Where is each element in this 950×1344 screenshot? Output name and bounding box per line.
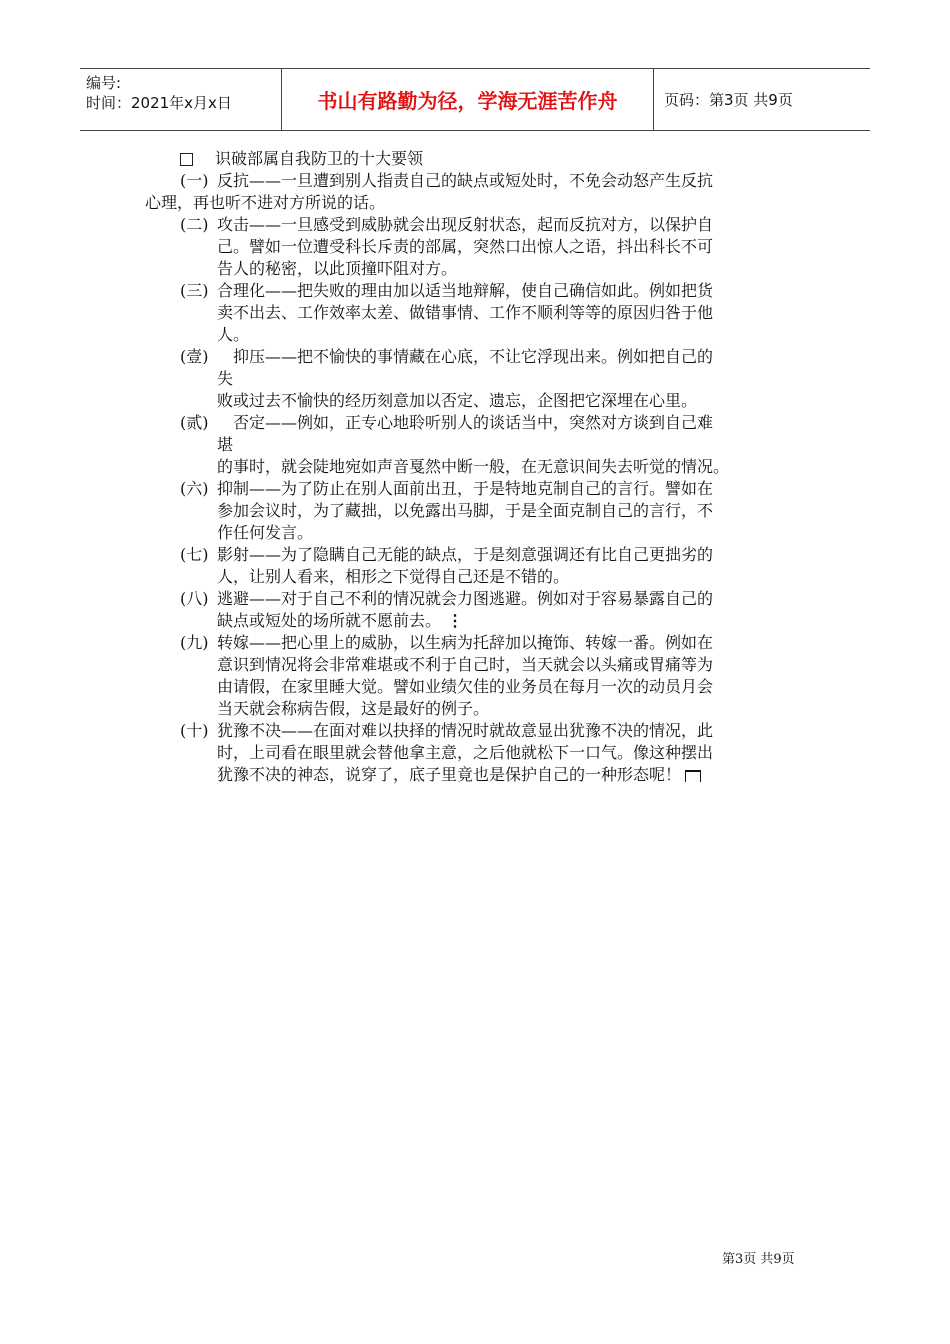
document-body: [145, 148, 815, 786]
code-label: 编号:: [86, 74, 122, 92]
item-line: 否定——例如，正专心地聆听别人的谈话当中，突然对方谈到自己难: [217, 413, 714, 432]
item-line: 参加会议时，为了藏拙，以免露出马脚，于是全面克制自己的言行，不: [217, 501, 714, 520]
list-item: [145, 214, 815, 280]
list-item: [145, 412, 815, 456]
item-line: 失: [217, 369, 234, 388]
item-text: [217, 412, 815, 456]
item-number: (三): [180, 281, 209, 300]
header-meta: [80, 69, 282, 130]
item-line: 堪: [217, 435, 234, 454]
item-line: 转嫁——把心里上的威胁，以生病为托辞加以掩饰、转嫁一番。例如在: [217, 633, 714, 652]
item-line: 人。: [217, 325, 250, 344]
item-text-wrap: 败或过去不愉快的经历刻意加以否定、遗忘，企图把它深埋在心里。: [217, 391, 698, 410]
header-motto: 书山有路勤为径，学海无涯苦作舟: [282, 69, 654, 130]
list-item: [145, 170, 815, 192]
item-line: 卖不出去、工作效率太差、做错事情、工作不顺利等等的原因归咎于他: [217, 303, 714, 322]
item-text: [217, 214, 815, 280]
item-text: [217, 280, 815, 346]
item-text: [217, 632, 815, 720]
list-item: [145, 588, 815, 632]
header-page-number: 页码：第3页 共9页: [664, 91, 793, 109]
list-item: [145, 720, 815, 786]
item-line: 由请假，在家里睡大觉。譬如业绩欠佳的业务员在每月一次的动员月会: [217, 677, 714, 696]
item-line: 影射——为了隐瞒自己无能的缺点，于是刻意强调还有比自己更拙劣的: [217, 545, 714, 564]
item-line: 犹豫不决的神态，说穿了，底子里竟也是保护自己的一种形态呢！: [217, 764, 815, 786]
item-line: 当天就会称病告假，这是最好的例子。: [217, 699, 490, 718]
item-line: 逃避——对于自己不利的情况就会力图逃避。例如对于容易暴露自己的: [217, 589, 714, 608]
item-line: 抑制——为了防止在别人面前出丑，于是特地克制自己的言行。譬如在: [217, 479, 714, 498]
item-number: (九): [180, 633, 209, 652]
list-item-continuation: [145, 456, 815, 478]
item-line: 告人的秘密，以此顶撞吓阻对方。: [217, 259, 458, 278]
item-text-wrap: 心理，再也听不进对方所说的话。: [145, 193, 386, 212]
item-number: (壹): [180, 347, 209, 366]
item-line: 己。譬如一位遭受科长斥责的部属，突然口出惊人之语，抖出科长不可: [217, 237, 714, 256]
item-number: (七): [180, 545, 209, 564]
item-number: (八): [180, 589, 209, 608]
item-text: [217, 720, 815, 786]
time-label: 时间：2021年x月x日: [86, 94, 232, 112]
item-text: [217, 478, 815, 544]
list-item: [145, 544, 815, 588]
item-line: 抑压——把不愉快的事情藏在心底，不让它浮现出来。例如把自己的: [217, 347, 714, 366]
item-line: 犹豫不决——在面对难以抉择的情况时就故意显出犹豫不决的情况，此: [217, 721, 714, 740]
list-item-continuation: [145, 390, 815, 412]
page-footer: 第3页 共9页: [722, 1252, 795, 1267]
item-line: 时，上司看在眼里就会替他拿主意，之后他就松下一口气。像这种摆出: [217, 743, 714, 762]
item-number: (六): [180, 479, 209, 498]
item-line: 攻击——一旦感受到威胁就会出现反射状态，起而反抗对方，以保护自: [217, 215, 714, 234]
item-text: [217, 588, 815, 632]
item-line: 人，让别人看来，相形之下觉得自己还是不错的。: [217, 567, 570, 586]
item-text: [217, 346, 815, 390]
bracket-mark-icon: [685, 770, 701, 782]
item-text: [217, 544, 815, 588]
item-number: (十): [180, 721, 209, 740]
section-title-text: 识破部属自我防卫的十大要领: [215, 149, 424, 168]
item-line: 作任何发言。: [217, 523, 314, 542]
item-text-wrap: 的事时，就会陡地宛如声音戛然中断一般，在无意识间失去听觉的情况。: [217, 457, 730, 476]
checkbox-icon: [180, 153, 193, 166]
section-title: [145, 148, 815, 170]
item-text: 反抗——一旦遭到别人指责自己的缺点或短处时，不免会动怒产生反抗: [217, 171, 714, 190]
item-number: (一): [180, 171, 209, 190]
list-item: [145, 632, 815, 720]
item-line: 意识到情况将会非常难堪或不利于自己时，当天就会以头痛或胃痛等为: [217, 655, 714, 674]
list-item: [145, 478, 815, 544]
list-item: [145, 280, 815, 346]
item-number: (二): [180, 215, 209, 234]
list-item: [145, 346, 815, 390]
item-line: 合理化——把失败的理由加以适当地辩解，使自己确信如此。例如把货: [217, 281, 714, 300]
vertical-dots-icon: ⋮: [447, 611, 464, 630]
item-line: 缺点或短处的场所就不愿前去。 ⋮: [217, 611, 464, 630]
item-number: (贰): [180, 413, 209, 432]
document-header: [80, 68, 870, 131]
